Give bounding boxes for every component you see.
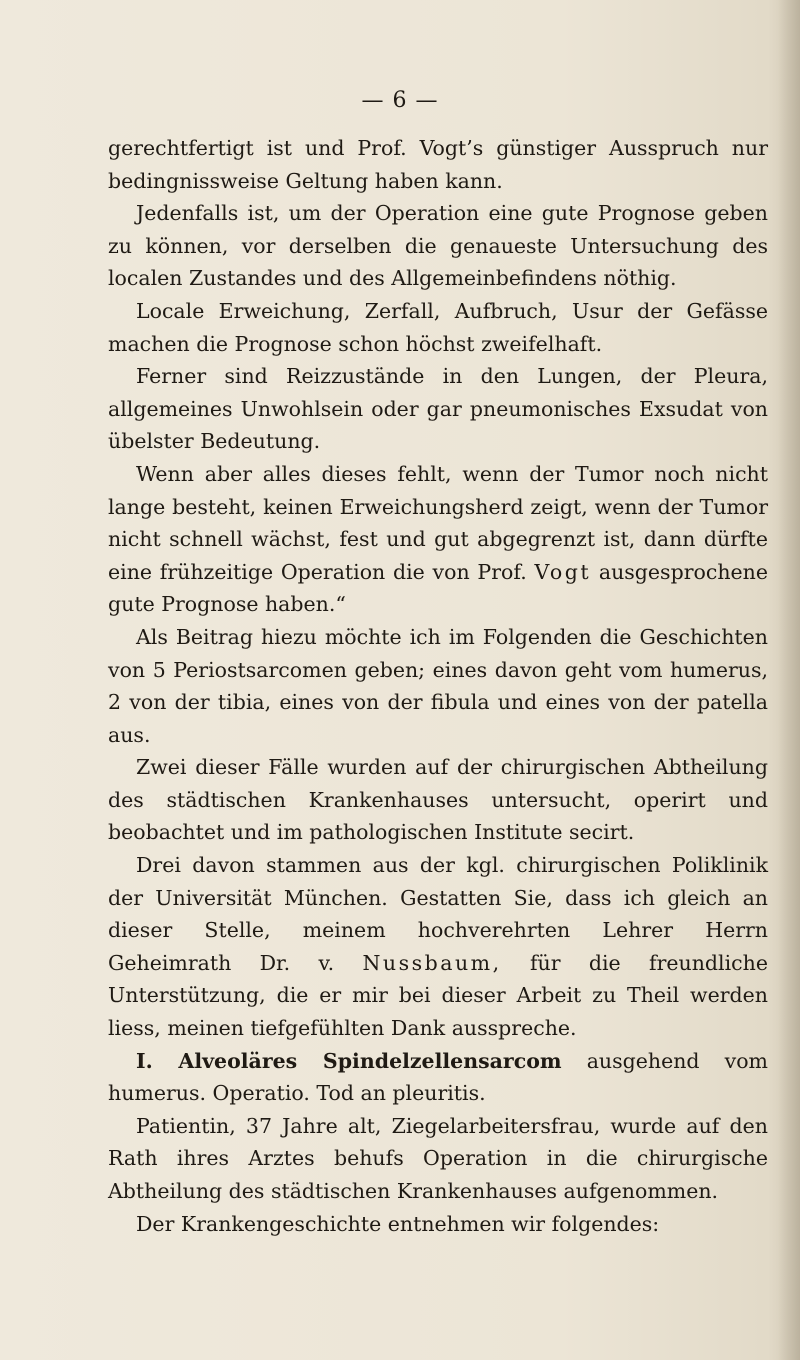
case-heading: I. Alveoläres Spindelzellensarcom [136, 1048, 562, 1073]
paragraph-8-text-b: für die freundliche Unterstützung, die er mir bei dieser Arbeit zu Theil werden liess, meinen tiefgefühlten Dank ausspreche. [108, 950, 768, 1041]
paragraph-8-text-a: Drei davon stammen aus der kgl. chirurgischen Poliklinik der Universität München. Gestatten Sie, dass ich gleich an dieser Stelle, meinem hochverehrten Lehrer Herrn Geheimrath Dr. v. [108, 853, 768, 975]
paragraph-1: gerechtfertigt ist und Prof. Vogt’s günstiger Ausspruch nur bedingnissweise Geltung haben kann. [108, 136, 768, 193]
paragraph-2: Jedenfalls ist, um der Operation eine gute Prognose geben zu können, vor derselben die genaueste Untersuchung des localen Zustandes und des Allgemeinbefindens nöthig. [108, 201, 768, 291]
case-heading-paragraph [108, 1045, 768, 1110]
paragraph-8 [108, 849, 768, 1045]
paragraph-4: Ferner sind Reizzustände in den Lungen, der Pleura, allgemeines Unwohlsein oder gar pneumonisches Exsudat von übelster Bedeutung. [108, 364, 768, 454]
body-text [108, 132, 768, 1240]
case-heading-rest: ausgehend vom humerus. Operatio. Tod an pleuritis. [108, 1048, 768, 1106]
page-number: — 6 — [361, 88, 439, 113]
paragraph-9: Patientin, 37 Jahre alt, Ziegelarbeitersfrau, wurde auf den Rath ihres Arztes behufs Operation in die chirurgische Abtheilung des städtischen Krankenhauses aufgenommen. [108, 1113, 768, 1203]
author-name-vogt: Vogt [534, 559, 592, 584]
page-edge-shadow [778, 0, 800, 1360]
author-name-nussbaum: Nussbaum, [362, 950, 502, 975]
paragraph-5-text-b: ausgesprochene gute Prognose haben.“ [108, 559, 768, 617]
paragraph-6: Als Beitrag hiezu möchte ich im Folgenden die Geschichten von 5 Periostsarcomen geben; eines davon geht vom humerus, 2 von der tibia, eines von der fibula und eines von der patella aus. [108, 624, 768, 747]
paragraph-5 [108, 458, 768, 621]
paragraph-7: Zwei dieser Fälle wurden auf der chirurgischen Abtheilung des städtischen Krankenhauses untersucht, operirt und beobachtet und im pathologischen Institute secirt. [108, 755, 768, 845]
paragraph-5-text-a: Wenn aber alles dieses fehlt, wenn der Tumor noch nicht lange besteht, keinen Erweichungsherd zeigt, wenn der Tumor nicht schnell wächst, fest und gut abgegrenzt ist, dann dürfte eine frühzeitige Operation die von Prof. [108, 461, 768, 584]
paragraph-3: Locale Erweichung, Zerfall, Aufbruch, Usur der Gefässe machen die Prognose schon höchst zweifelhaft. [108, 298, 768, 356]
paragraph-10: Der Krankengeschichte entnehmen wir folgendes: [136, 1211, 660, 1236]
